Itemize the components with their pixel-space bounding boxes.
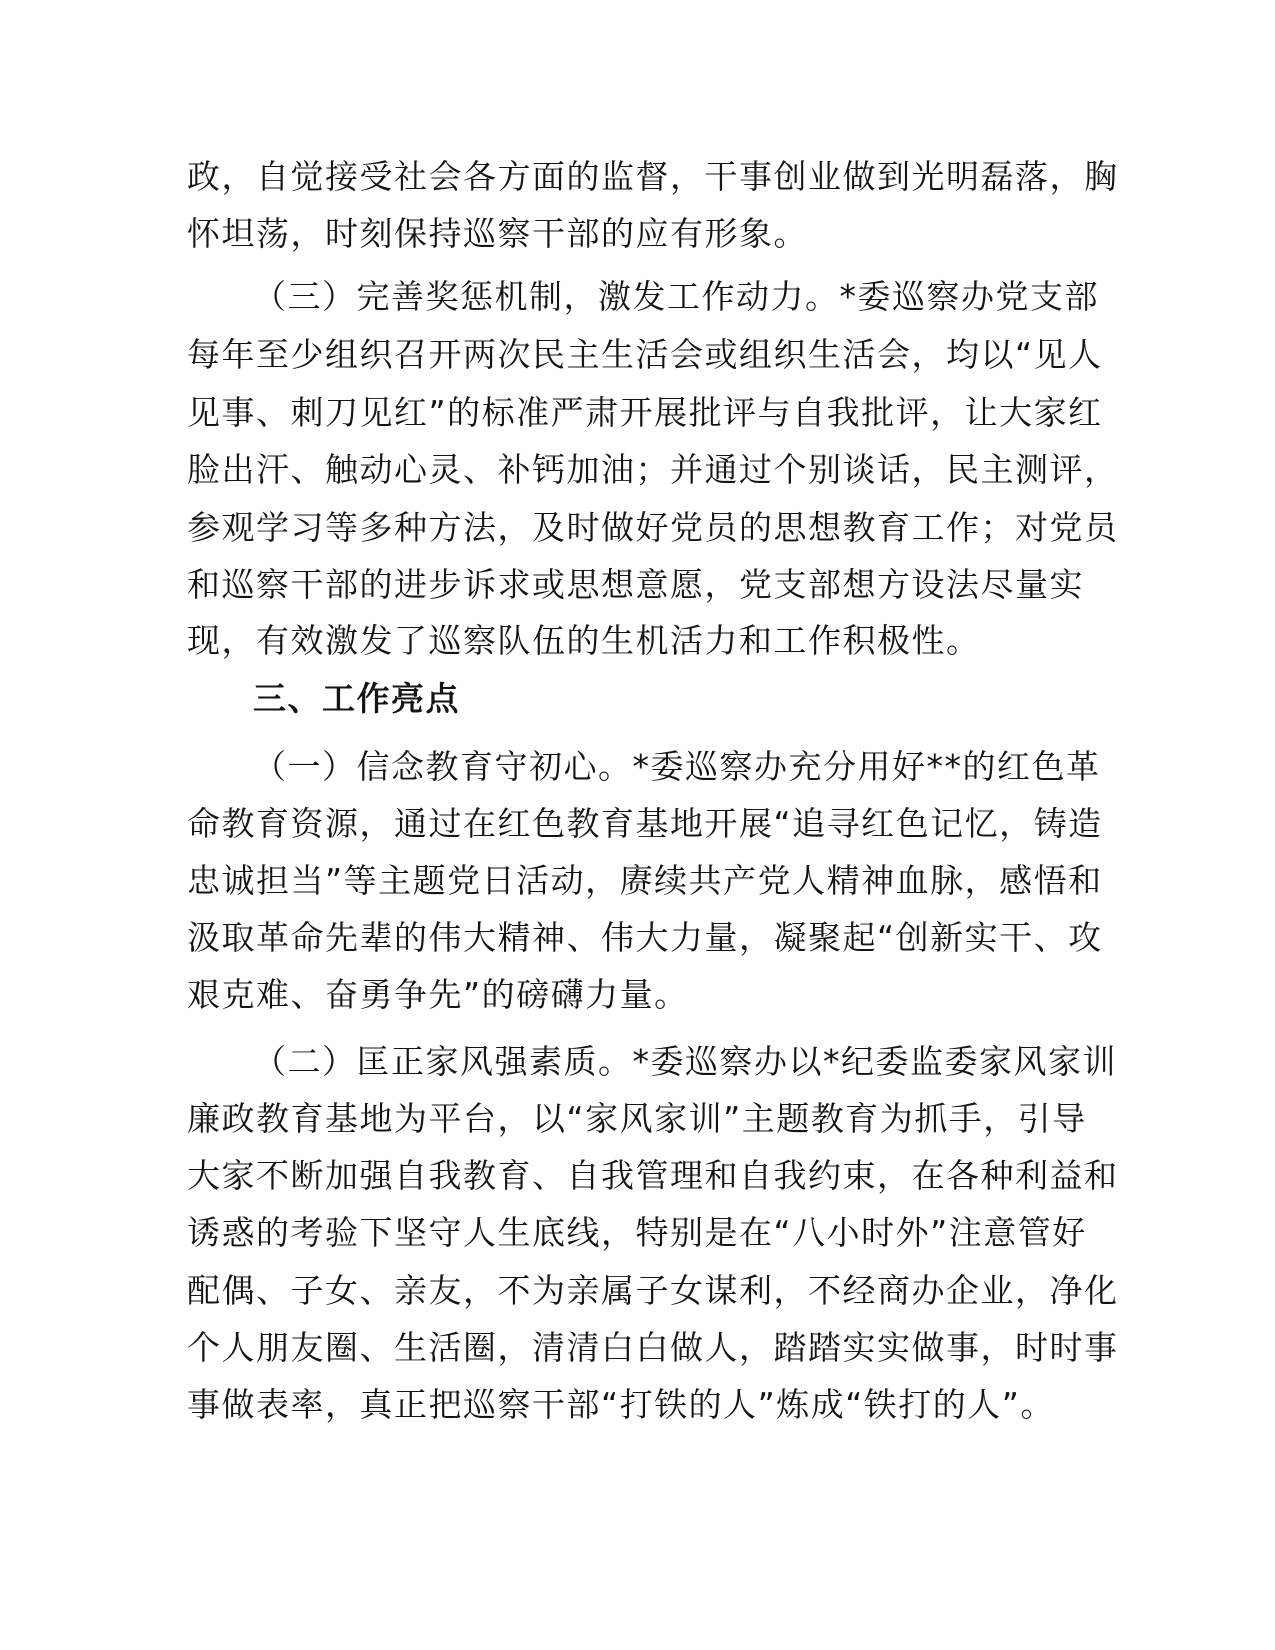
- text-line: 怀坦荡，时刻保持巡察干部的应有形象。: [187, 214, 808, 253]
- text-line: 个人朋友圈、生活圈，清清白白做人，踏踏实实做事，时时事: [187, 1328, 1119, 1367]
- section-heading: 三、工作亮点: [253, 679, 460, 718]
- text-line: 参观学习等多种方法，及时做好党员的思想教育工作；对党员: [187, 508, 1119, 547]
- text-line: 忠诚担当”等主题党日活动，赓续共产党人精神血脉，感悟和: [187, 861, 1103, 900]
- text-line: 大家不断加强自我教育、自我管理和自我约束，在各种利益和: [187, 1156, 1119, 1195]
- text-line: 和巡察干部的进步诉求或思想意愿，党支部想方设法尽量实: [187, 565, 1084, 604]
- text-line: 艰克难、奋勇争先”的磅礴力量。: [187, 975, 689, 1014]
- text-line: 汲取革命先辈的伟大精神、伟大力量，凝聚起“创新实干、攻: [187, 918, 1103, 957]
- text-line: 每年至少组织召开两次民主生活会或组织生活会，均以“见人: [187, 335, 1103, 374]
- text-line: 见事、刺刀见红”的标准严肃开展批评与自我批评，让大家红: [187, 393, 1103, 432]
- text-line: 事做表率，真正把巡察干部“打铁的人”炼成“铁打的人”。: [187, 1385, 1055, 1424]
- text-line: 命教育资源，通过在红色教育基地开展“追寻红色记忆，铸造: [187, 804, 1103, 843]
- paragraph-heading: （二）匡正家风强素质。*委巡察办以*纪委监委家风家训: [253, 1042, 1117, 1081]
- text-line: 廉政教育基地为平台，以“家风家训”主题教育为抓手，引导: [187, 1099, 1087, 1138]
- paragraph-heading: （一）信念教育守初心。*委巡察办充分用好**的红色革: [253, 747, 1101, 786]
- text-line: 现，有效激发了巡察队伍的生机活力和工作积极性。: [187, 621, 981, 660]
- paragraph-heading: （三）完善奖惩机制，激发工作动力。*委巡察办党支部: [253, 277, 1099, 316]
- text-line: 脸出汗、触动心灵、补钙加油；并通过个别谈话，民主测评，: [187, 450, 1119, 489]
- text-line: 政，自觉接受社会各方面的监督，干事创业做到光明磊落，胸: [187, 157, 1119, 196]
- text-line: 诱惑的考验下坚守人生底线，特别是在“八小时外”注意管好: [187, 1213, 1087, 1252]
- text-line: 配偶、子女、亲友，不为亲属子女谋利，不经商办企业，净化: [187, 1271, 1119, 1310]
